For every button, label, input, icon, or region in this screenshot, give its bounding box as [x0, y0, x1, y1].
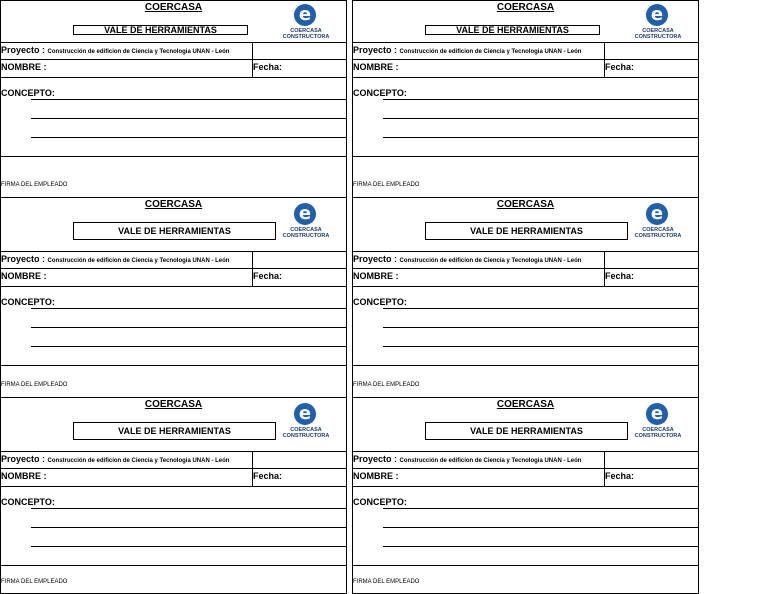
name-row: [1, 59, 346, 77]
name-row: [1, 268, 346, 286]
company-name: COERCASA: [144, 199, 203, 210]
column-divider: [604, 42, 605, 77]
logo-line-1: COERCASA: [290, 427, 322, 433]
date-label[interactable]: Fecha:: [605, 471, 635, 481]
tool-voucher: [352, 397, 699, 594]
signature-label: FIRMA DEL EMPLEADO: [1, 382, 68, 388]
voucher-title: VALE DE HERRAMIENTAS: [73, 222, 276, 240]
logo-e-icon: e: [646, 203, 668, 225]
project-label: Proyecto :: [353, 45, 398, 55]
concept-label: CONCEPTO:: [1, 297, 55, 307]
project-value: Construcción de edificion de Ciencia y Tecnologia UNAN - León: [399, 49, 582, 55]
concept-line: [353, 365, 698, 366]
company-name: COERCASA: [496, 2, 555, 13]
project-row: [1, 42, 346, 59]
logo-line-2: CONSTRUCTORA: [282, 433, 330, 439]
concept-line[interactable]: [31, 327, 346, 328]
concept-line[interactable]: [31, 118, 346, 119]
name-row: [353, 268, 698, 286]
tool-voucher: [0, 0, 347, 197]
company-logo: [633, 403, 683, 443]
company-logo: [633, 4, 683, 44]
project-row: [1, 251, 346, 268]
project-row: [353, 42, 698, 59]
project-value: Construcción de edificion de Ciencia y Tecnologia UNAN - León: [47, 458, 230, 464]
voucher-title: VALE DE HERRAMIENTAS: [425, 25, 600, 35]
concept-line[interactable]: [31, 546, 346, 547]
tool-voucher: [0, 397, 347, 594]
project-label: Proyecto :: [353, 454, 398, 464]
concept-label: CONCEPTO:: [353, 497, 407, 507]
project-label: Proyecto :: [353, 254, 398, 264]
company-logo: [633, 203, 683, 243]
project-label: Proyecto :: [1, 254, 46, 264]
company-name: COERCASA: [144, 2, 203, 13]
concept-label: CONCEPTO:: [1, 88, 55, 98]
voucher-title: VALE DE HERRAMIENTAS: [425, 422, 628, 440]
name-label[interactable]: NOMBRE :: [353, 471, 399, 481]
company-logo: [281, 4, 331, 44]
name-label[interactable]: NOMBRE :: [353, 62, 399, 72]
concept-line[interactable]: [31, 137, 346, 138]
logo-e-icon: e: [646, 403, 668, 425]
name-label[interactable]: NOMBRE :: [1, 471, 47, 481]
tool-voucher: [352, 197, 699, 397]
logo-line-2: CONSTRUCTORA: [634, 233, 682, 239]
name-label[interactable]: NOMBRE :: [1, 271, 47, 281]
concept-line: [353, 565, 698, 566]
logo-line-2: CONSTRUCTORA: [634, 34, 682, 40]
project-value: Construcción de edificion de Ciencia y Tecnologia UNAN - León: [47, 258, 230, 264]
concept-line: [353, 156, 698, 157]
voucher-title: VALE DE HERRAMIENTAS: [73, 25, 248, 35]
date-label[interactable]: Fecha:: [605, 271, 635, 281]
column-divider: [252, 42, 253, 77]
concept-label: CONCEPTO:: [1, 497, 55, 507]
concept-line[interactable]: [383, 118, 698, 119]
column-divider: [252, 251, 253, 286]
concept-row: [353, 286, 698, 306]
concept-line[interactable]: [31, 527, 346, 528]
concept-line[interactable]: [383, 346, 698, 347]
concept-line[interactable]: [383, 308, 698, 309]
project-row: [353, 451, 698, 468]
concept-line[interactable]: [31, 308, 346, 309]
concept-line[interactable]: [383, 527, 698, 528]
signature-label: FIRMA DEL EMPLEADO: [1, 182, 68, 188]
tool-voucher: [0, 197, 347, 397]
project-label: Proyecto :: [1, 45, 46, 55]
concept-line[interactable]: [383, 546, 698, 547]
concept-label: CONCEPTO:: [353, 88, 407, 98]
logo-line-1: COERCASA: [642, 427, 674, 433]
concept-line: [1, 365, 346, 366]
date-label[interactable]: Fecha:: [605, 62, 635, 72]
concept-line: [1, 565, 346, 566]
project-label: Proyecto :: [1, 454, 46, 464]
date-label[interactable]: Fecha:: [253, 271, 283, 281]
name-row: [353, 59, 698, 77]
company-name: COERCASA: [144, 399, 203, 410]
project-value: Construcción de edificion de Ciencia y Tecnologia UNAN - León: [399, 458, 582, 464]
concept-line[interactable]: [31, 99, 346, 100]
logo-line-1: COERCASA: [290, 227, 322, 233]
logo-line-1: COERCASA: [290, 28, 322, 34]
project-value: Construcción de edificion de Ciencia y Tecnologia UNAN - León: [399, 258, 582, 264]
concept-line[interactable]: [383, 508, 698, 509]
logo-line-1: COERCASA: [642, 28, 674, 34]
column-divider: [604, 251, 605, 286]
logo-e-icon: e: [294, 4, 316, 26]
concept-line[interactable]: [31, 508, 346, 509]
logo-line-1: COERCASA: [642, 227, 674, 233]
concept-row: [1, 77, 346, 97]
concept-row: [353, 486, 698, 506]
name-label[interactable]: NOMBRE :: [1, 62, 47, 72]
logo-line-2: CONSTRUCTORA: [282, 34, 330, 40]
logo-line-2: CONSTRUCTORA: [282, 233, 330, 239]
tool-voucher: [352, 0, 699, 197]
project-row: [1, 451, 346, 468]
company-logo: [281, 403, 331, 443]
column-divider: [252, 451, 253, 486]
concept-row: [1, 486, 346, 506]
voucher-title: VALE DE HERRAMIENTAS: [425, 222, 628, 240]
signature-label: FIRMA DEL EMPLEADO: [353, 182, 420, 188]
date-label[interactable]: Fecha:: [253, 471, 283, 481]
company-name: COERCASA: [496, 199, 555, 210]
project-value: Construcción de edificion de Ciencia y Tecnologia UNAN - León: [47, 49, 230, 55]
company-name: COERCASA: [496, 399, 555, 410]
concept-row: [1, 286, 346, 306]
voucher-title: VALE DE HERRAMIENTAS: [73, 422, 276, 440]
logo-e-icon: e: [294, 403, 316, 425]
concept-line[interactable]: [383, 327, 698, 328]
name-row: [1, 468, 346, 486]
concept-line[interactable]: [383, 99, 698, 100]
name-row: [353, 468, 698, 486]
logo-line-2: CONSTRUCTORA: [634, 433, 682, 439]
concept-row: [353, 77, 698, 97]
date-label[interactable]: Fecha:: [253, 62, 283, 72]
signature-label: FIRMA DEL EMPLEADO: [353, 579, 420, 585]
concept-line[interactable]: [383, 137, 698, 138]
concept-label: CONCEPTO:: [353, 297, 407, 307]
signature-label: FIRMA DEL EMPLEADO: [1, 579, 68, 585]
project-row: [353, 251, 698, 268]
company-logo: [281, 203, 331, 243]
concept-line[interactable]: [31, 346, 346, 347]
logo-e-icon: e: [646, 4, 668, 26]
logo-e-icon: e: [294, 203, 316, 225]
concept-line: [1, 156, 346, 157]
name-label[interactable]: NOMBRE :: [353, 271, 399, 281]
signature-label: FIRMA DEL EMPLEADO: [353, 382, 420, 388]
column-divider: [604, 451, 605, 486]
